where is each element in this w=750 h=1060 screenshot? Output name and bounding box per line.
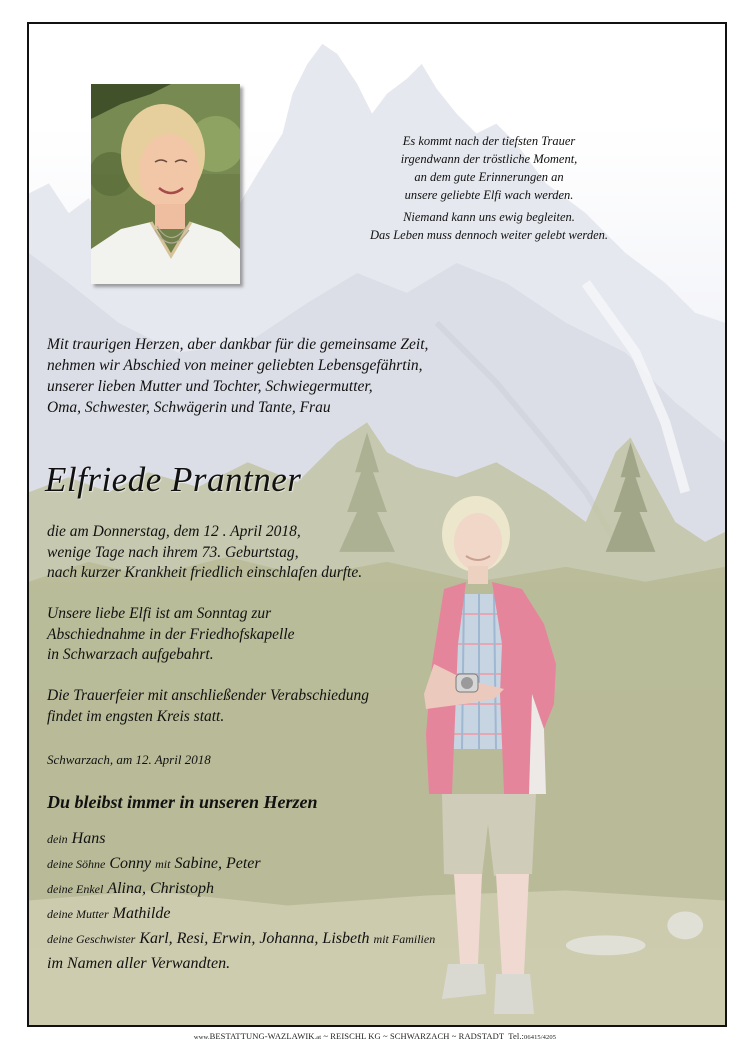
funeral-line: Die Trauerfeier mit anschließender Verabschiedung: [47, 687, 370, 704]
footer-company: BESTATTUNG-WAZLAWIK: [209, 1031, 315, 1041]
deceased-name: Elfriede Prantner: [45, 460, 302, 499]
viewing-line: Unsere liebe Elfi ist am Sonntag zur: [47, 605, 272, 622]
mourner-row: [47, 926, 607, 951]
quote-stanza-1: [329, 132, 649, 204]
mourner-relation: dein: [47, 832, 68, 846]
footer-separator: ~: [321, 1031, 331, 1041]
mourners-list: [47, 826, 607, 976]
mourner-names: Alina, Christoph: [107, 880, 214, 897]
viewing-line: Abschiednahme in der Friedhofskapelle: [47, 625, 295, 643]
footer-town: RADSTADT: [458, 1031, 504, 1041]
footer-tel: 06415/4205: [524, 1034, 557, 1041]
mourner-relation: deine Geschwister: [47, 932, 136, 946]
intro-line: Oma, Schwester, Schwägerin und Tante, Frau: [47, 399, 331, 416]
mourner-tail: mit Familien: [373, 932, 436, 946]
viewing-paragraph: [47, 604, 507, 666]
quote-line: unsere geliebte Elfi wach werden.: [404, 188, 574, 202]
footer-tel-label: Tel.:: [503, 1031, 525, 1041]
portrait-photo: [91, 84, 240, 284]
footer-separator: ~: [449, 1031, 459, 1041]
mourner-names: Mathilde: [112, 905, 171, 922]
quote-stanza-2: [329, 208, 649, 244]
viewing-line: in Schwarzach aufgebahrt.: [47, 646, 214, 663]
mourner-relation: deine Söhne: [47, 857, 106, 871]
death-notice-line: wenige Tage nach ihrem 73. Geburtstag,: [47, 543, 299, 561]
quote-line: Es kommt nach der tiefsten Trauer: [402, 134, 576, 148]
footer-tld: .at: [314, 1034, 322, 1041]
quote-line: Das Leben muss dennoch weiter gelebt werden.: [369, 228, 609, 242]
footer-town: SCHWARZACH: [389, 1031, 450, 1041]
mourner-relation: deine Enkel: [47, 882, 104, 896]
intro-line: Mit traurigen Herzen, aber dankbar für die gemeinsame Zeit,: [47, 336, 429, 353]
quote-line: an dem gute Erinnerungen an: [414, 170, 564, 184]
mourner-connector: mit: [155, 857, 171, 871]
quote-line: irgendwann der tröstliche Moment,: [400, 152, 578, 166]
death-notice-line: nach kurzer Krankheit friedlich einschlafen durfte.: [47, 564, 363, 581]
mourner-names: Karl, Resi, Erwin, Johanna, Lisbeth: [139, 930, 370, 947]
quote-line: Niemand kann uns ewig begleiten.: [403, 210, 575, 224]
mourner-relation: deine Mutter: [47, 907, 109, 921]
intro-paragraph: [47, 334, 607, 418]
place-date: Schwarzach, am 12. April 2018: [47, 752, 211, 767]
funeral-paragraph: [47, 686, 507, 727]
death-notice-paragraph: [47, 522, 507, 584]
mourner-names: Sabine, Peter: [174, 855, 261, 872]
intro-line: nehmen wir Abschied von meiner geliebten Lebensgefährtin,: [47, 357, 423, 374]
memorial-quote: [329, 132, 649, 248]
footer-www: www.: [193, 1034, 210, 1041]
mourner-row: [47, 876, 607, 901]
death-notice-line: die am Donnerstag, dem 12 . April 2018,: [47, 523, 301, 540]
intro-line: unserer lieben Mutter und Tochter, Schwiegermutter,: [47, 378, 373, 395]
funeral-home-footer: [0, 1031, 750, 1041]
mourner-row: [47, 851, 607, 876]
mourner-names: Conny: [109, 855, 152, 872]
footer-separator: ~: [380, 1031, 390, 1041]
closing-heading: Du bleibst immer in unseren Herzen: [47, 792, 318, 812]
final-line: im Namen aller Verwandten.: [47, 955, 231, 972]
funeral-line: findet im engsten Kreis statt.: [47, 707, 225, 725]
footer-firm: REISCHL KG: [330, 1031, 381, 1041]
page-frame: [27, 22, 727, 1027]
mourner-row: [47, 826, 607, 851]
mourner-names: Hans: [71, 830, 106, 847]
mourner-row: [47, 901, 607, 926]
